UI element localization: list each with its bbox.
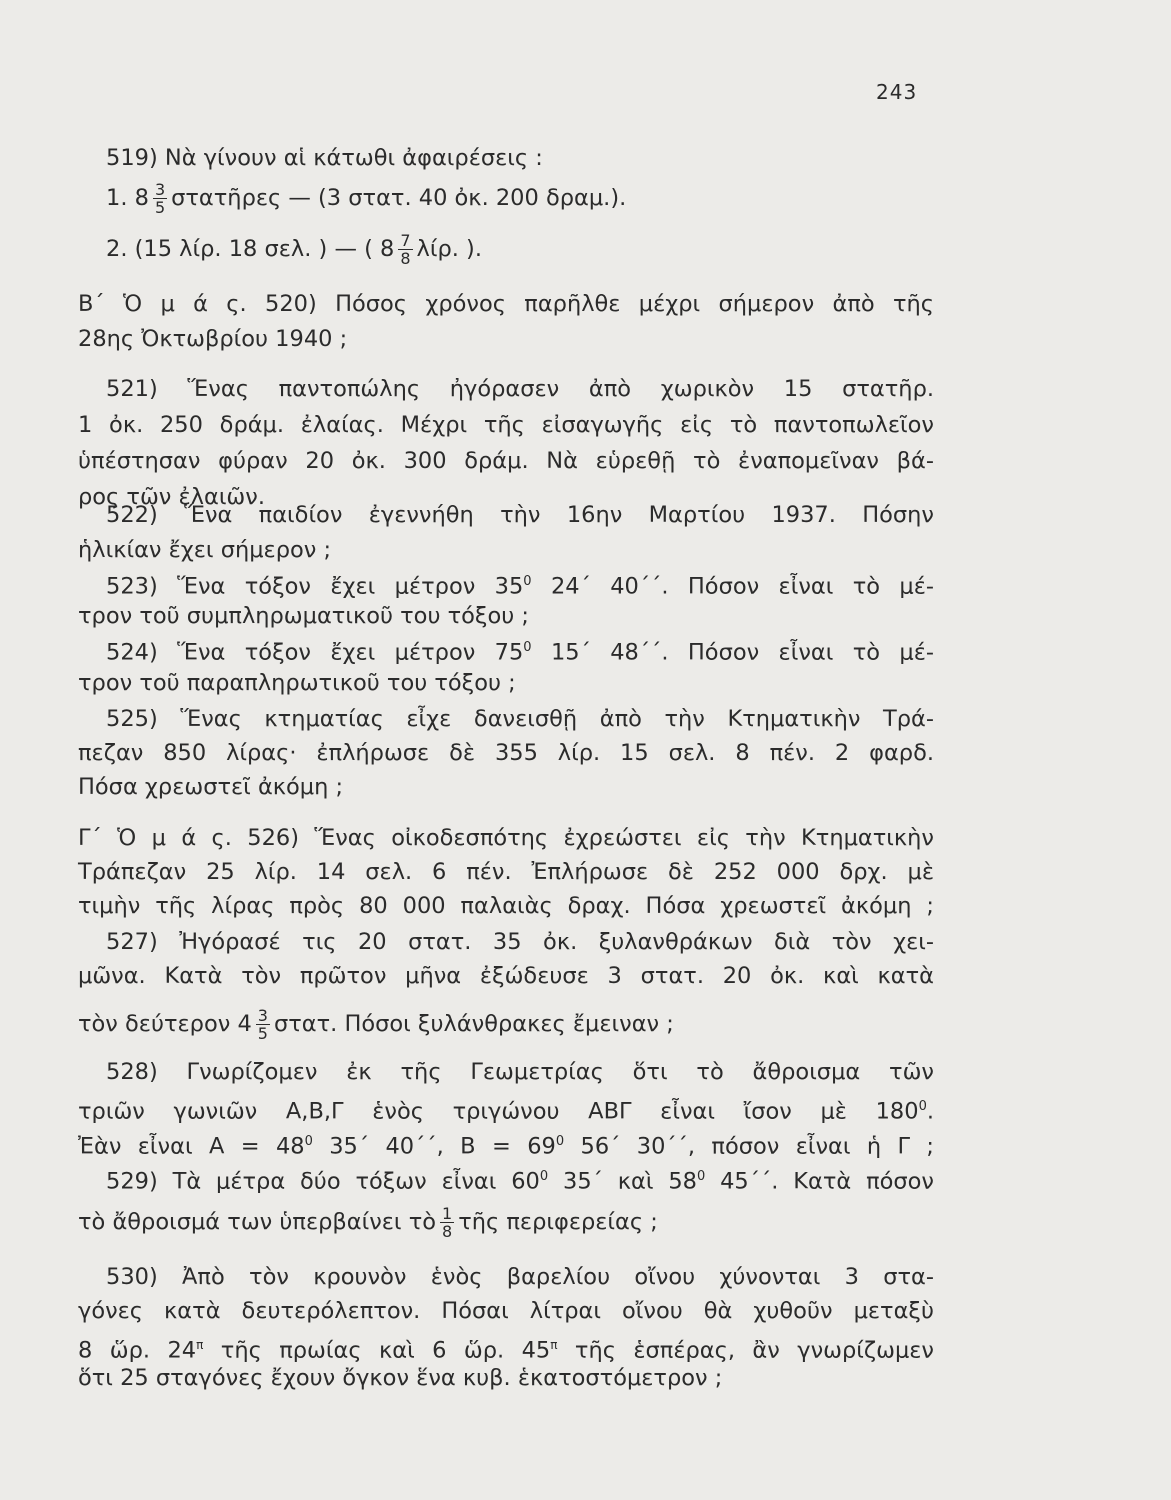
text-line: ἡλικίαν ἔχει σήμερον ; <box>78 537 332 563</box>
text-line: Τράπεζαν 25 λίρ. 14 σελ. 6 πέν. Ἐπλήρωσε δὲ 252 000 δρχ. μὲ <box>78 859 934 885</box>
problem-529-line: 529) Τὰ μέτρα δύο τόξων εἶναι $60^0$ 35΄ καὶ $58^0$ 45΄΄. Κατὰ πόσον <box>106 1168 934 1195</box>
problem-525-line: 525) Ἕνας κτηματίας εἶχε δανεισθῇ ἀπὸ τὴν Κτηματικὴν Τρά- <box>106 706 934 732</box>
text-line: τρον τοῦ παραπληρωτικοῦ του τόξου ; <box>78 670 516 696</box>
text-line: 28ης Ὀκτωβρίου 1940 ; <box>78 326 348 352</box>
text-line: τρον τοῦ συμπληρωματικοῦ του τόξου ; <box>78 603 529 629</box>
problem-528-line: 528) Γνωρίζομεν ἐκ τῆς Γεωμετρίας ὅτι τὸ ἄθροισμα τῶν <box>106 1059 934 1085</box>
problem-523-line: 523) Ἕνα τόξον ἔχει μέτρον $35^0$ 24΄ 40΄΄. Πόσον εἶναι τὸ μέ- <box>106 573 934 600</box>
problem-527-line: 527) Ἠγόρασέ τις 20 στατ. 35 ὀκ. ξυλανθράκων διὰ τὸν χει- <box>106 929 934 955</box>
fraction: $\frac{3}{5}$ <box>154 180 166 217</box>
text-line: γόνες κατὰ δευτερόλεπτον. Πόσαι λίτραι οἴνου θὰ χυθοῦν μεταξὺ <box>78 1298 934 1324</box>
text-line: Πόσα χρεωστεῖ ἀκόμη ; <box>78 774 344 800</box>
text-line: πεζαν 850 λίρας· ἐπλήρωσε δὲ 355 λίρ. 15 σελ. 8 πέν. 2 φαρδ. <box>78 740 934 766</box>
text-line: Ἐὰν εἶναι $A = 48^0$ 35΄ 40΄΄, $B = 69^0$ 56΄ 30΄΄, πόσον εἶναι ἡ Γ ; <box>78 1133 935 1160</box>
problem-522-line: 522) Ἕνα παιδίον ἐγεννήθη τὴν 16ην Μαρτίου 1937. Πόσην <box>106 502 934 528</box>
problem-519-item-1: 1. 8 $\frac{3}{5}$ στατῆρες — (3 στατ. 40 ὀκ. 200 δραμ.). <box>106 180 627 217</box>
problem-519-line: 519) Νὰ γίνουν αἱ κάτωθι ἀφαιρέσεις : <box>106 145 543 171</box>
text-line: μῶνα. Κατὰ τὸν πρῶτον μῆνα ἐξώδευσε 3 στατ. 20 ὀκ. καὶ κατὰ <box>78 963 934 989</box>
problem-530-line: 530) Ἀπὸ τὸν κρουνὸν ἑνὸς βαρελίου οἴνου χύνονται 3 στα- <box>106 1264 934 1290</box>
problem-521-line: 521) Ἕνας παντοπώλης ἠγόρασεν ἀπὸ χωρικὸν 15 στατῆρ. <box>106 376 934 402</box>
fraction: $\frac{7}{8}$ <box>400 231 411 268</box>
text-line: ὑπέστησαν φύραν 20 ὀκ. 300 δράμ. Νὰ εὑρεθῇ τὸ ἐναπομεῖναν βά- <box>78 448 934 474</box>
text-line: ρος τῶν ἐλαιῶν. <box>78 484 265 510</box>
text-line-with-fraction: τὸ ἄθροισμά των ὑπερβαίνει τὸ $\frac{1}{8}$ τῆς περιφερείας ; <box>78 1204 658 1241</box>
fraction: $\frac{3}{5}$ <box>257 1006 268 1043</box>
text-line: τιμὴν τῆς λίρας πρὸς 80 000 παλαιὰς δραχ. Πόσα χρεωστεῖ ἀκόμη ; <box>78 893 934 919</box>
problem-519-item-2: 2. (15 λίρ. 18 σελ. ) — ( 8 $\frac{7}{8}$ λίρ. ). <box>106 231 482 268</box>
problem-524-line: 524) Ἕνα τόξον ἔχει μέτρον $75^0$ 15΄ 48΄΄. Πόσον εἶναι τὸ μέ- <box>106 639 934 666</box>
text-line: ὅτι 25 σταγόνες ἔχουν ὄγκον ἕνα κυβ. ἑκατοστόμετρον ; <box>78 1365 723 1391</box>
text-line: τριῶν γωνιῶν Α,Β,Γ ἑνὸς τριγώνου ΑΒΓ εἶναι ἴσον μὲ $180^0$. <box>78 1098 934 1125</box>
page-number: 243 <box>876 80 918 104</box>
text-line-with-fraction: τὸν δεύτερον 4 $\frac{3}{5}$ στατ. Πόσοι ξυλάνθρακες ἔμειναν ; <box>78 1006 674 1043</box>
fraction: $\frac{1}{8}$ <box>442 1204 453 1241</box>
text-line: 1 ὀκ. 250 δράμ. ἐλαίας. Μέχρι τῆς εἰσαγωγῆς εἰς τὸ παντοπωλεῖον <box>78 412 934 438</box>
text-line: 8 ὥρ. $24^\pi$ τῆς πρωίας καὶ 6 ὥρ. $45^\pi$ τῆς ἑσπέρας, ἂν γνωρίζωμεν <box>78 1337 934 1364</box>
group-c-heading-line: Γ΄ Ὁ μ ά ς. 526) Ἕνας οἰκοδεσπότης ἐχρεώστει εἰς τὴν Κτηματικὴν <box>78 825 934 851</box>
group-b-heading-line: Β΄ Ὁ μ ά ς. 520) Πόσος χρόνος παρῆλθε μέχρι σήμερον ἀπὸ τῆς <box>78 291 934 317</box>
